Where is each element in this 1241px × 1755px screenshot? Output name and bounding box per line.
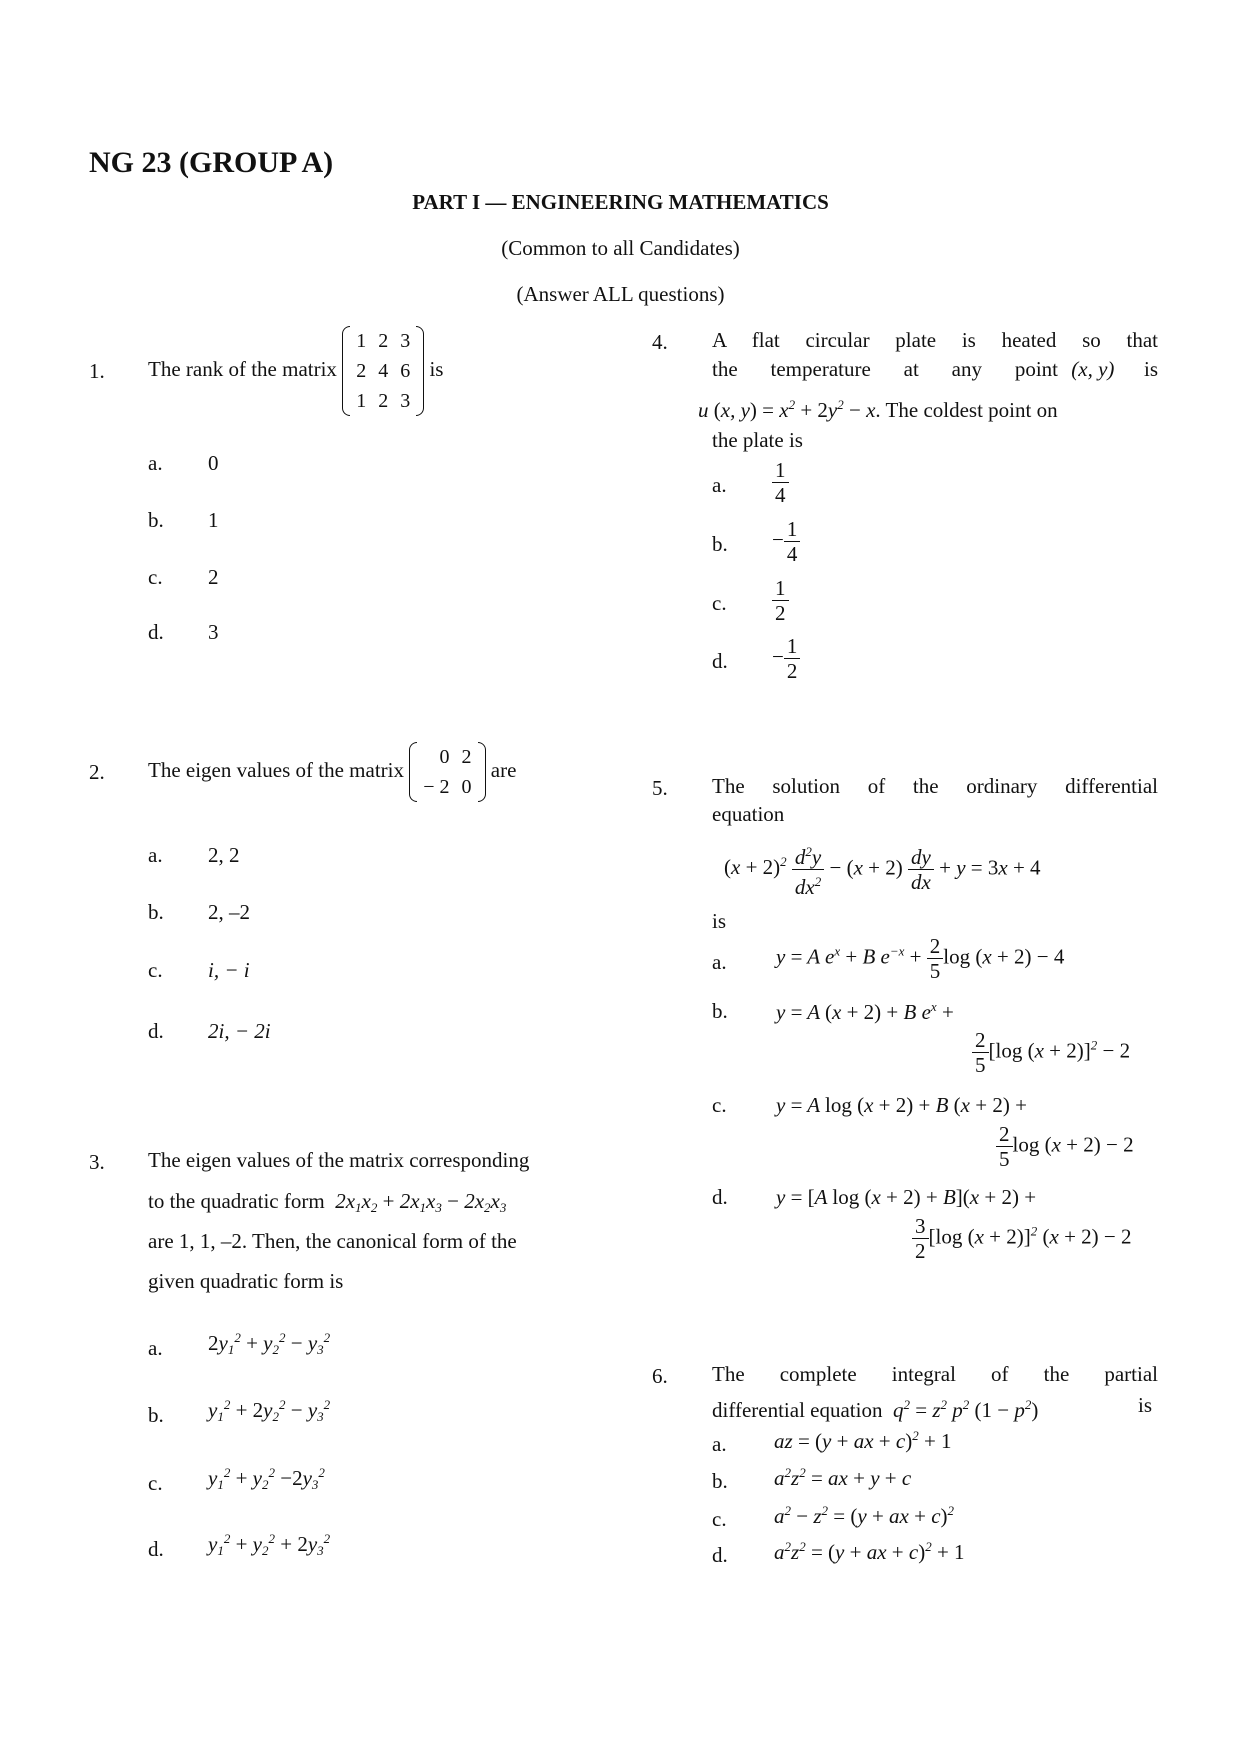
common-note: (Common to all Candidates) xyxy=(501,236,740,260)
q4-option-a-label: a. xyxy=(712,473,727,497)
q6-option-a-label: a. xyxy=(712,1432,727,1456)
q6-option-d-label: d. xyxy=(712,1543,728,1567)
q5-option-c-value: y = A log (x + 2) + B (x + 2) + xyxy=(776,1093,1027,1117)
q3-option-a-label: a. xyxy=(148,1336,163,1360)
q3-option-c-value: $y_1^2 + y_2^2 -2y_3^2$ xyxy=(208,1465,325,1492)
q2-stem xyxy=(148,742,516,802)
q5-option-a-value: y = A $e^x + B$ $e^{-x}$ + $\frac{2}{5}$ log (x + 2) − 4 xyxy=(776,934,1065,983)
q1-option-d-value: 3 xyxy=(208,620,219,644)
q4-option-d-value: − $\frac{1}{2}$ xyxy=(772,634,800,683)
q2-option-a-value: 2, 2 xyxy=(208,843,240,867)
q2-option-b-label: b. xyxy=(148,900,164,924)
q3-option-a-value: $2y_1^2 + y_2^2 - y_3^2$ xyxy=(208,1330,331,1357)
q2-matrix: 0 2 − 2 0 xyxy=(409,742,485,802)
q1-option-c-label: c. xyxy=(148,565,163,589)
q1-stem-end: is xyxy=(429,356,444,381)
q5-option-a-label: a. xyxy=(712,950,727,974)
q2-option-c-value: i, − i xyxy=(208,958,250,982)
q4-line2: the temperature at any point (x, y) is xyxy=(712,357,1158,381)
q4-line1: A flat circular plate is heated so that xyxy=(712,328,1158,352)
q6-option-b-label: b. xyxy=(712,1469,728,1493)
q4-number: 4. xyxy=(652,330,668,354)
q4-option-c-label: c. xyxy=(712,591,727,615)
q2-number: 2. xyxy=(89,760,105,784)
q6-line1: The complete integral of the partial xyxy=(712,1362,1158,1386)
q4-option-b-label: b. xyxy=(712,532,728,556)
q1-option-a-value: 0 xyxy=(208,451,219,475)
q3-option-d-value: $y_1^2 + y_2^2 + 2y_3^2$ xyxy=(208,1531,331,1558)
q2-option-b-value: 2, –2 xyxy=(208,900,250,924)
q5-equation: $(x + 2)^2$ $\frac{d^2y}{dx^2}$ − (x + 2) $\frac{dy}{dx}$ + y = 3x + 4 xyxy=(724,840,1041,899)
q1-stem xyxy=(148,326,443,416)
q5-line1: The solution of the ordinary differential xyxy=(712,774,1158,798)
q3-number: 3. xyxy=(89,1150,105,1174)
q6-line2: differential equation $q^2 = z^2$ $p^2$ $(1 - p^2)$ is xyxy=(712,1393,1152,1422)
q6-option-c-label: c. xyxy=(712,1507,727,1531)
q4-line3: u (x, $y) = x^2 + 2y^2 - x$. The coldest point on xyxy=(698,397,1058,422)
q6-option-c-value: $a^2 - z^2 = (y$ + ax + c)$^2$ xyxy=(774,1503,955,1528)
q5-option-c-label: c. xyxy=(712,1093,727,1117)
q3-line1: The eigen values of the matrix corresponding xyxy=(148,1148,530,1172)
q3-option-b-value: $y_1^2 + 2y_2^2 - y_3^2$ xyxy=(208,1397,331,1424)
q5-option-d-value: y = [A log (x + 2) + B](x + 2) + xyxy=(776,1185,1037,1209)
q4-line4: the plate is xyxy=(712,428,803,452)
q3-line4: given quadratic form is xyxy=(148,1269,344,1293)
q1-stem-text: The rank of the matrix xyxy=(148,356,337,381)
q3-line2: to the quadratic form $2x_1x_2 + 2x_1x_3 - 2x_2x_3$ xyxy=(148,1189,507,1215)
q5-number: 5. xyxy=(652,776,668,800)
q5-option-b-value-cont: $\frac{2}{5}$ [log (x + 2)]$^2$ − 2 xyxy=(972,1028,1130,1077)
q6-option-a-value: az = (y + ax + c)$^2$ + 1 xyxy=(774,1428,952,1453)
q1-option-d-label: d. xyxy=(148,620,164,644)
q1-option-c-value: 2 xyxy=(208,565,219,589)
q1-number: 1. xyxy=(89,359,105,383)
q3-option-b-label: b. xyxy=(148,1403,164,1427)
q2-stem-text: The eigen values of the matrix xyxy=(148,757,404,782)
q6-pde: $q^2 = z^2$ $p^2$ $(1 - p^2)$ xyxy=(892,1397,1039,1422)
q1-option-b-label: b. xyxy=(148,508,164,532)
q2-option-a-label: a. xyxy=(148,843,163,867)
q5-option-d-label: d. xyxy=(712,1185,728,1209)
q6-option-b-value: $a^2z^2$ = ax + y + c xyxy=(774,1465,912,1490)
q5-is: is xyxy=(712,909,727,933)
q4-option-d-label: d. xyxy=(712,649,728,673)
q1-option-a-label: a. xyxy=(148,451,163,475)
q3-line3: are 1, 1, –2. Then, the canonical form of the xyxy=(148,1229,517,1253)
q5-option-d-value-cont: $\frac{3}{2}$ [log (x + 2)]$^2$ (x + 2) − 2 xyxy=(912,1214,1132,1263)
q2-option-c-label: c. xyxy=(148,958,163,982)
q5-option-b-label: b. xyxy=(712,999,728,1023)
q3-quadratic-form: $2x_1x_2 + 2x_1x_3 - 2x_2x_3$ xyxy=(335,1189,507,1215)
q5-option-b-value: y = A (x + 2) + B $e^x$ + xyxy=(776,999,954,1024)
q4-option-b-value: − $\frac{1}{4}$ xyxy=(772,517,800,566)
q2-option-d-value: 2i, − 2i xyxy=(208,1019,271,1043)
q6-option-d-value: $a^2z^2 = (y$ + ax + c)$^2$ + 1 xyxy=(774,1539,965,1564)
q5-line2: equation xyxy=(712,802,785,826)
q1-matrix: 1 2 3 2 4 6 1 2 3 xyxy=(342,326,424,416)
q5-option-c-value-cont: $\frac{2}{5}$ log (x + 2) − 2 xyxy=(996,1122,1134,1171)
q3-option-c-label: c. xyxy=(148,1471,163,1495)
part-title: PART I — ENGINEERING MATHEMATICS xyxy=(412,190,829,214)
q6-number: 6. xyxy=(652,1364,668,1388)
q4-option-a-value: $\frac{1}{4}$ xyxy=(772,458,789,507)
q2-option-d-label: d. xyxy=(148,1019,164,1043)
q2-stem-end: are xyxy=(490,757,517,782)
q1-option-b-value: 1 xyxy=(208,508,219,532)
answer-note: (Answer ALL questions) xyxy=(516,282,725,306)
q3-option-d-label: d. xyxy=(148,1537,164,1561)
document-code: NG 23 (GROUP A) xyxy=(89,146,334,179)
q4-option-c-value: $\frac{1}{2}$ xyxy=(772,576,789,625)
